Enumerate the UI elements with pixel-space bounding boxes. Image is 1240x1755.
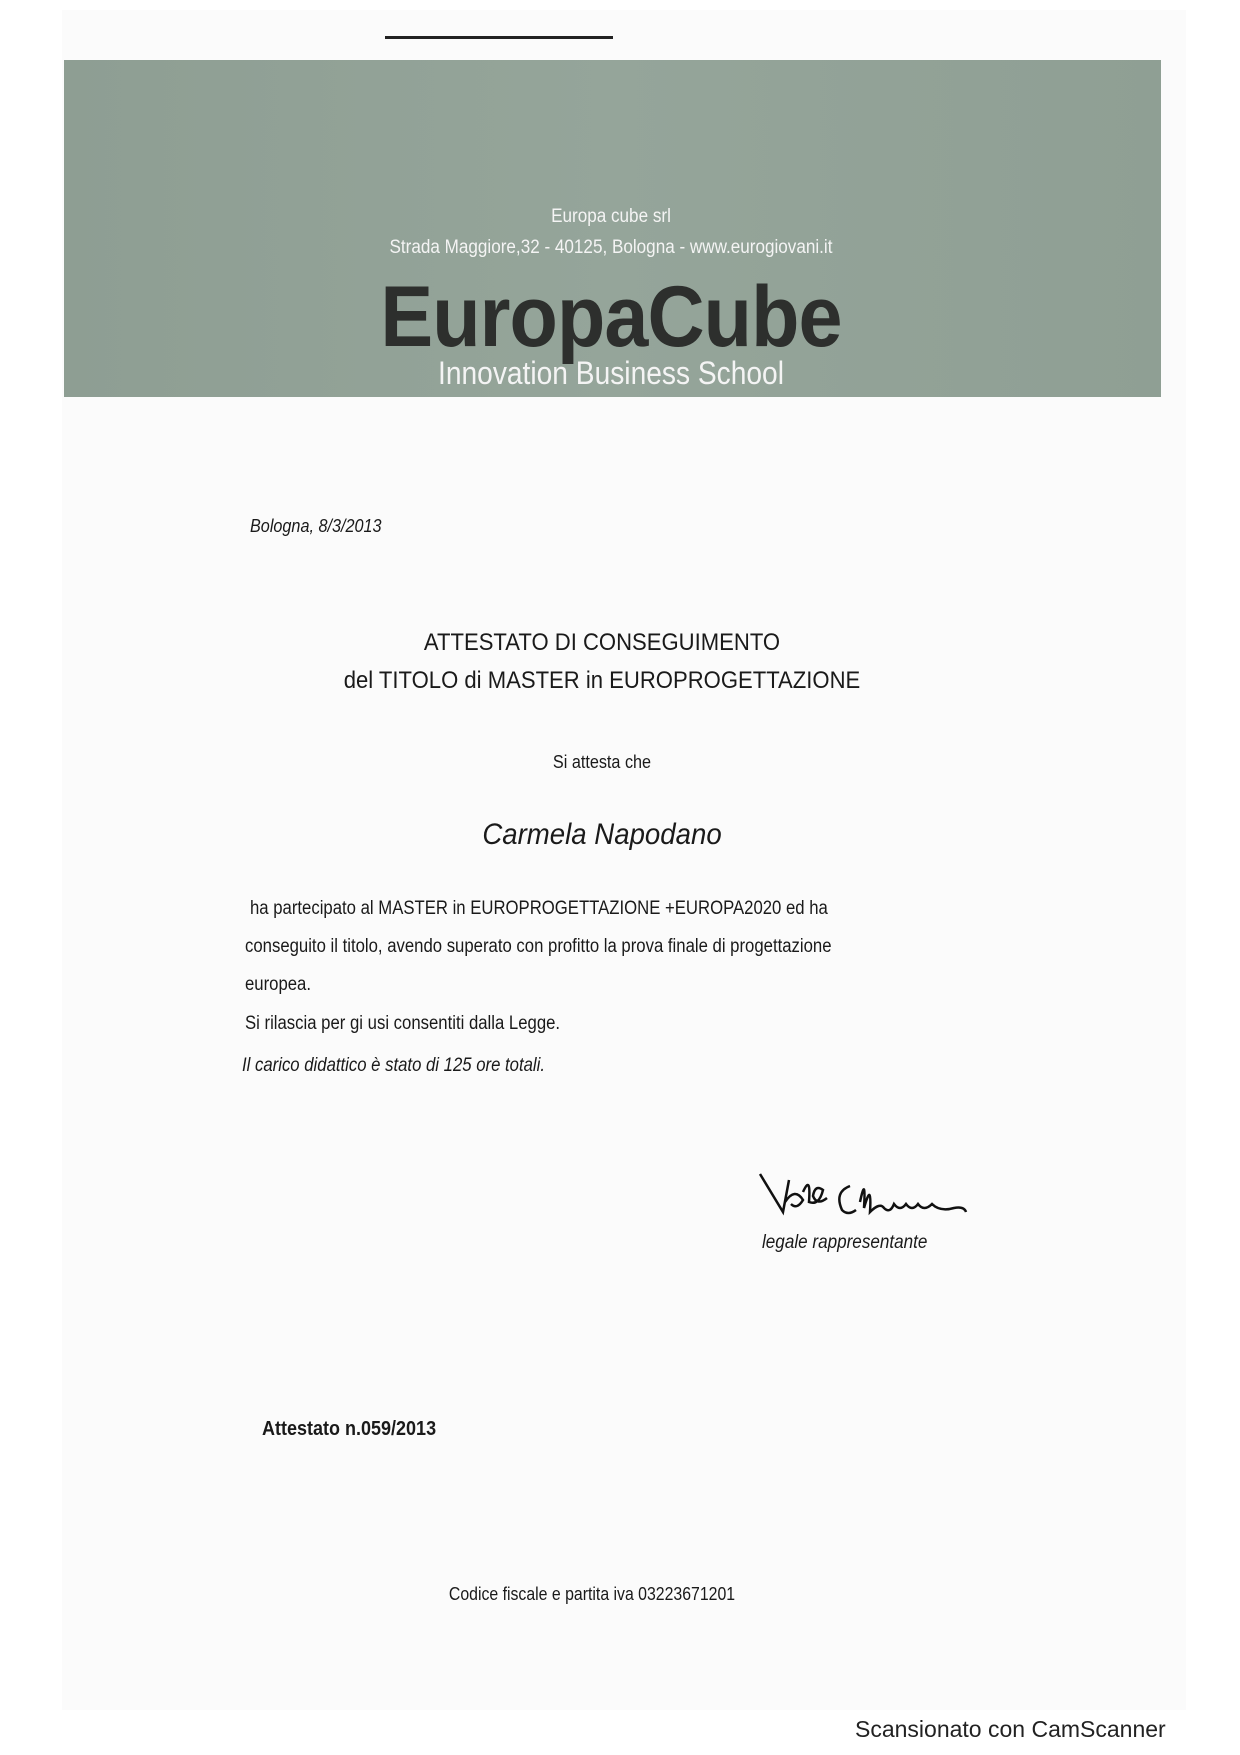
body-line: Si rilascia per gi usi consentiti dalla Legge.: [245, 1013, 561, 1034]
certificate-number: Attestato n.059/2013: [262, 1418, 437, 1440]
body-line: conseguito il titolo, avendo superato con profitto la prova finale di progettazione: [245, 936, 832, 957]
signature-caption: legale rappresentante: [762, 1232, 928, 1253]
scanner-watermark: Scansionato con CamScanner: [855, 1716, 1166, 1742]
place-date: Bologna, 8/3/2013: [250, 516, 382, 536]
logo-text: EuropaCube: [380, 269, 842, 365]
signature: [755, 1172, 1015, 1222]
body-line: europea.: [245, 974, 312, 995]
title-line-2: del TITOLO di MASTER in EUROPROGETTAZIONE: [343, 667, 861, 694]
company-name: Europa cube srl: [551, 206, 671, 227]
intro-text: Si attesta che: [552, 752, 652, 772]
title-line-1: ATTESTATO DI CONSEGUIMENTO: [423, 629, 781, 656]
tagline: Innovation Business School: [438, 355, 784, 391]
company-address: Strada Maggiore,32 - 40125, Bologna - www.eurogiovani.it: [389, 237, 833, 258]
body-line: Il carico didattico è stato di 125 ore totali.: [242, 1055, 545, 1076]
top-rule: [385, 36, 613, 39]
body-line: ha partecipato al MASTER in EUROPROGETTAZIONE +EUROPA2020 ed ha: [250, 898, 828, 919]
recipient-name: Carmela Napodano: [482, 818, 722, 851]
tax-code: Codice fiscale e partita iva 03223671201: [448, 1584, 736, 1604]
